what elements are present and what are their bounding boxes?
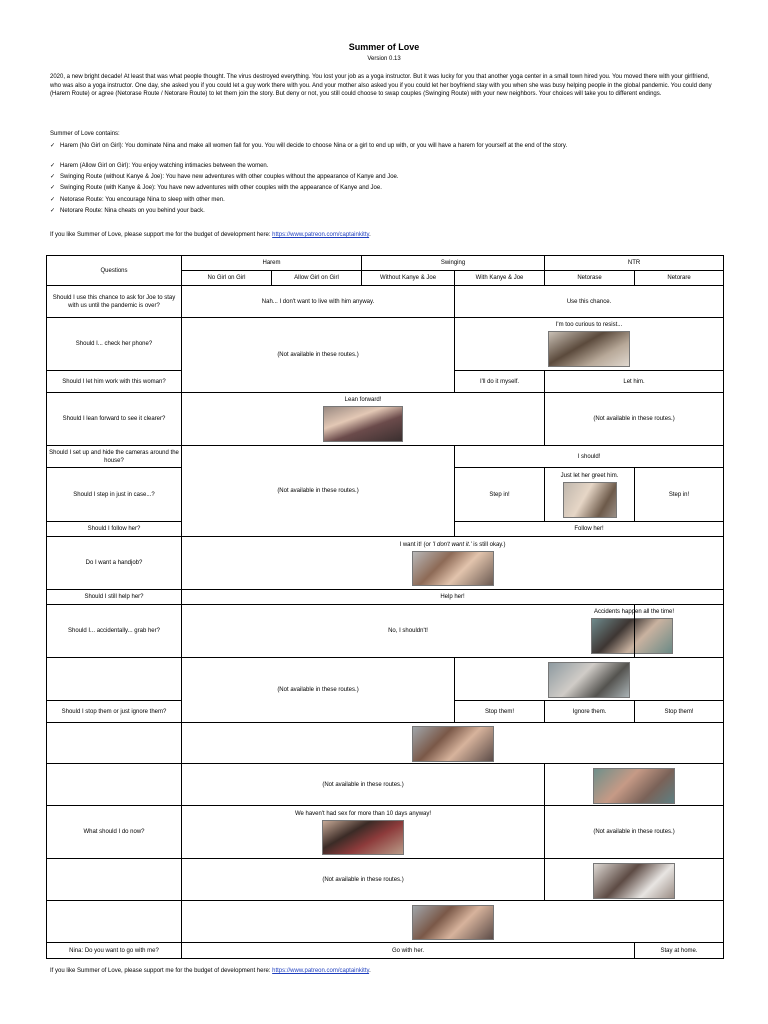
intro-paragraph: 2020, a new bright decade! At least that was what people thought. The virus destroyed everything. You lost your job as a yoga instructor. But it was lucky for you that another yoga center in a small town hired you. You moved there with your girlfriend, who was also a yoga instructor. One day, she asked you if you could let a guy work there with you. And your mother also asked you if you could let her boyfriend stay with you when she was busy helping people in the global pandemic. You could deny (Harem Route) or agree (Netorase Route / Netorare Route) to let them join the story. But deny or not, you still could choose to swap couples (Swinging Route) with your new neighbors. Your choices will take you to different endings.	[50, 74, 712, 98]
support-suffix: .	[369, 968, 371, 974]
answer-cell	[182, 901, 724, 943]
question-cell: Should I lean forward to see it clearer?	[47, 393, 182, 446]
question-cell: What should I do now?	[47, 806, 182, 859]
answer-cell: Nah... I don't want to live with him anyway.	[182, 286, 455, 318]
check-icon: ✓	[50, 174, 56, 180]
route-guide-table	[46, 255, 724, 959]
answer-cell: Stop them!	[455, 701, 545, 723]
not-available-cell: (Not available in these routes.)	[182, 764, 545, 806]
answer-cell	[545, 764, 724, 806]
answer-cell	[455, 318, 724, 371]
question-cell: Should I follow her?	[47, 522, 182, 537]
table-header-row	[47, 256, 724, 271]
document-title: Summer of Love	[348, 42, 420, 52]
table-row	[47, 806, 724, 859]
column-header: Netorare	[635, 271, 724, 286]
not-available-cell: (Not available in these routes.)	[545, 393, 724, 446]
feature-item	[50, 207, 720, 216]
scene-image	[323, 406, 403, 442]
check-icon: ✓	[50, 143, 56, 149]
feature-item	[50, 184, 720, 193]
not-available-cell: (Not available in these routes.)	[545, 806, 724, 859]
support-suffix: .	[369, 232, 371, 238]
answer-cell	[545, 859, 724, 901]
table-row	[47, 446, 724, 468]
scene-image	[412, 905, 494, 940]
question-cell: Should I stop them or just ignore them?	[47, 701, 182, 723]
contains-heading: Summer of Love contains:	[50, 131, 120, 137]
questions-header: Questions	[47, 256, 182, 286]
answer-text: Lean forward!	[344, 397, 382, 403]
table-row	[47, 286, 724, 318]
answer-cell	[182, 806, 545, 859]
check-icon: ✓	[50, 197, 56, 203]
column-header: Allow Girl on Girl	[272, 271, 362, 286]
question-cell: Should I step in just in case...?	[47, 468, 182, 522]
table-row	[47, 764, 724, 806]
question-cell	[47, 859, 182, 901]
scene-image	[412, 726, 494, 762]
support-text: If you like Summer of Love, please support me for the budget of development here:	[50, 232, 273, 238]
answer-cell: Step in!	[455, 468, 545, 522]
support-line-footer	[50, 968, 371, 974]
group-header-harem: Harem	[182, 256, 362, 271]
feature-text: Netorase Route: You encourage Nina to sleep with other men.	[60, 197, 225, 203]
answer-text	[184, 541, 721, 549]
feature-text: Swinging Route (with Kanye & Joe): You have new adventures with other couples with the appearance of Kanye and Joe.	[60, 185, 382, 191]
table-row	[47, 393, 724, 446]
answer-cell: Let him.	[545, 371, 724, 393]
question-cell: Should I still help her?	[47, 590, 182, 605]
table-row	[47, 605, 724, 658]
scene-image	[322, 820, 404, 855]
not-available-cell: (Not available in these routes.)	[182, 446, 455, 537]
column-header: No Girl on Girl	[182, 271, 272, 286]
table-row	[47, 943, 724, 959]
answer-cell	[182, 393, 545, 446]
answer-text: Just let her greet him.	[560, 472, 619, 479]
scene-image	[591, 618, 673, 654]
check-icon: ✓	[50, 208, 56, 214]
patreon-link[interactable]: https://www.patreon.com/captainkitty	[272, 968, 370, 974]
answer-text: We haven't had sex for more than 10 days anyway!	[294, 810, 432, 817]
feature-item	[50, 173, 720, 182]
scene-image	[593, 863, 675, 899]
table-row	[47, 318, 724, 371]
question-cell	[47, 658, 182, 701]
feature-text: Harem (No Girl on Girl): You dominate Nina and make all women fall for you. You will decide to choose Nina or a girl to end up with, or you will have a harem for yourself at the end of the story.	[60, 143, 568, 149]
question-cell: Should I let him work with this woman?	[47, 371, 182, 393]
table-row	[47, 658, 724, 701]
table-row	[47, 590, 724, 605]
feature-item	[50, 162, 720, 171]
table-row	[47, 901, 724, 943]
answer-cell	[455, 658, 724, 701]
answer-cell: Use this chance.	[455, 286, 724, 318]
support-text: If you like Summer of Love, please support me for the budget of development here:	[50, 968, 273, 974]
feature-text: Swinging Route (without Kanye & Joe): You have new adventures with other couples without the appearance of Kanye and Joe.	[60, 174, 399, 180]
answer-text: I'm too curious to resist...	[555, 322, 623, 328]
answer-cell: Ignore them.	[545, 701, 635, 723]
answer-cell: Help her!	[182, 590, 724, 605]
answer-cell	[182, 537, 724, 590]
check-icon: ✓	[50, 163, 56, 169]
feature-item	[50, 142, 720, 151]
table-row	[47, 859, 724, 901]
check-icon: ✓	[50, 185, 56, 191]
scene-image	[563, 482, 617, 518]
question-cell: Should I... accidentally... grab her?	[47, 605, 182, 658]
table-row	[47, 723, 724, 764]
feature-item	[50, 196, 720, 205]
support-line	[50, 232, 371, 238]
column-header: Without Kanye & Joe	[362, 271, 455, 286]
answer-cell	[182, 723, 724, 764]
question-cell: Do I want a handjob?	[47, 537, 182, 590]
answer-cell: Stop them!	[635, 701, 724, 723]
answer-cell: Stay at home.	[635, 943, 724, 959]
question-cell: Nina: Do you want to go with me?	[47, 943, 182, 959]
group-header-swinging: Swinging	[362, 256, 545, 271]
answer-cell	[545, 468, 635, 522]
answer-cell: No, I shouldn't!	[182, 605, 635, 658]
question-cell: Should I... check her phone?	[47, 318, 182, 371]
answer-text-part: I want it! (or	[399, 541, 433, 548]
answer-cell: I'll do it myself.	[455, 371, 545, 393]
question-cell	[47, 723, 182, 764]
question-cell	[47, 764, 182, 806]
scene-image	[593, 768, 675, 804]
answer-cell: Go with her.	[182, 943, 635, 959]
group-header-ntr: NTR	[545, 256, 724, 271]
scene-image	[548, 331, 630, 367]
feature-text: Harem (Allow Girl on Girl): You enjoy watching intimacies between the women.	[60, 163, 269, 169]
feature-text: Netorare Route: Nina cheats on you behind your back.	[60, 208, 205, 214]
column-header: With Kanye & Joe	[455, 271, 545, 286]
document-version: Version 0.13	[367, 56, 401, 62]
scene-image	[548, 662, 630, 698]
question-cell: Should I use this chance to ask for Joe to stay with us until the pandemic is over?	[47, 286, 182, 318]
not-available-cell: (Not available in these routes.)	[182, 318, 455, 393]
question-cell: Should I set up and hide the cameras around the house?	[47, 446, 182, 468]
column-header: Netorase	[545, 271, 635, 286]
answer-cell: Step in!	[635, 468, 724, 522]
table-row	[47, 537, 724, 590]
scene-image	[412, 551, 494, 586]
answer-text-emphasis: 'I don't want it.'	[432, 541, 472, 548]
patreon-link[interactable]: https://www.patreon.com/captainkitty	[272, 232, 370, 238]
answer-cell: I should!	[455, 446, 724, 468]
question-cell	[47, 901, 182, 943]
not-available-cell: (Not available in these routes.)	[182, 658, 455, 723]
not-available-cell: (Not available in these routes.)	[182, 859, 545, 901]
answer-cell	[594, 605, 724, 658]
answer-cell: Follow her!	[455, 522, 724, 537]
answer-text-part: is still okay.)	[471, 541, 506, 548]
answer-text: Accidents happen all the time!	[594, 609, 675, 615]
